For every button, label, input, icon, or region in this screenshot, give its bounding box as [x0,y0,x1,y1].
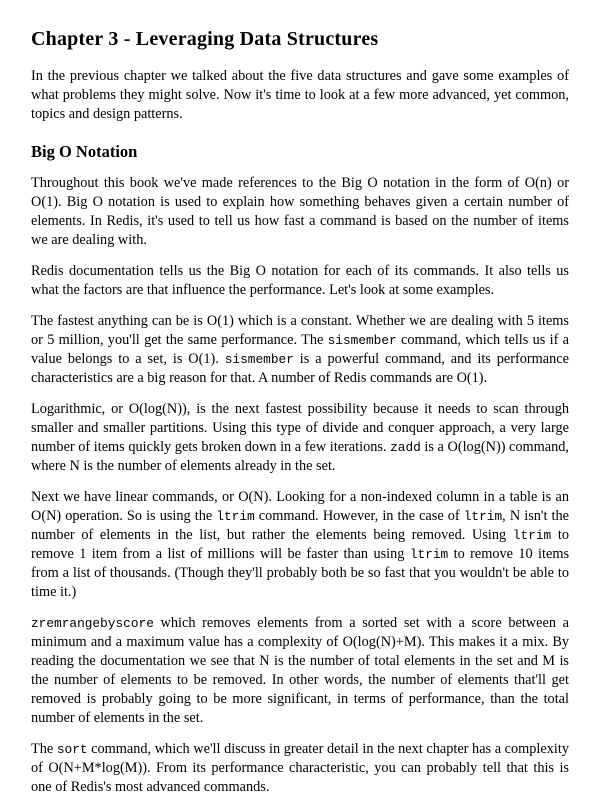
chapter-title: Chapter 3 - Leveraging Data Structures [31,28,379,50]
text-run: Logarithmic, or O(log(N)), is the next fastest possibility because it needs to scan through smaller and smaller partitions. Using this type of divide and conquer approach, a very large number of items quickly gets broken down in a few iterations. [31,401,569,455]
text-run: The [31,741,57,757]
inline-code: ltrim [216,509,255,524]
inline-code: ltrim [512,528,552,543]
inline-code: zremrangebyscore [31,616,154,631]
text-run: Next we have linear commands, or O(N). Looking for a non-indexed column in a table is an O(N) operation. So is using the [31,489,569,524]
document-content [31,28,569,797]
text-run: is a powerful command, and its performance characteristics are a big reason for that. A number of Redis commands are O(1). [31,351,569,386]
paragraph [31,67,569,124]
text-run: command, which tells us if a value belongs to a set, is O(1). [31,332,569,367]
text-run: , N isn't the number of elements in the list, but rather the elements being removed. Using [31,508,569,543]
text-run: command, which we'll discuss in greater detail in the next chapter has a complexity of O(N+M*log(M)). From its performance characteristic, you can probably tell that this is one of Redis's most advanced commands. [31,741,569,795]
paragraph [31,312,569,388]
inline-code: sismember [327,333,397,348]
inline-code: ltrim [409,547,449,562]
text-run: which removes elements from a sorted set with a score between a minimum and a maximum value has a complexity of O(log(N)+M). This makes it a mix. By reading the documentation we see that N is the number of total elements in the set and M is the number of elements to be removed. In other words, the number of elements that'll get removed is probably going to be more significant, in terms of performance, than the total number of elements in the set. [31,615,569,726]
section-heading: Big O Notation [31,142,138,161]
text-run: to remove 10 items from a list of thousands. (Though they'll probably both be so fast that you wouldn't be able to time it.) [31,546,570,600]
paragraph [31,614,569,728]
text-run: Throughout this book we've made references to the Big O notation in the form of O(n) or O(1). Big O notation is used to explain how something behaves given a certain number of elements. In Redis, it's used to tell us how fast a command is based on the number of items we are dealing with. [31,175,569,248]
paragraph [31,488,569,602]
paragraph [31,740,569,797]
paragraph [31,174,569,250]
inline-code: zadd [390,440,421,455]
inline-code: sort [56,742,88,757]
paragraph [31,400,569,476]
text-run: In the previous chapter we talked about the five data structures and gave some examples of what problems they might solve. Now it's time to look at a few more advanced, yet common, topics and design patterns. [31,68,569,122]
paragraph [31,262,569,300]
text-run: The fastest anything can be is O(1) which is a constant. Whether we are dealing with 5 items or 5 million, you'll get the same performance. The [31,313,569,348]
text-run: is a O(log(N)) command, where N is the number of elements already in the set. [31,439,570,474]
text-run: to remove 1 item from a list of millions will be faster than using [31,527,569,562]
inline-code: ltrim [463,509,503,524]
text-run: Redis documentation tells us the Big O notation for each of its commands. It also tells us what the factors are that influence the performance. Let's look at some examples. [31,263,569,298]
inline-code: sismember [224,352,294,367]
text-run: command. However, in the case of [254,508,464,524]
